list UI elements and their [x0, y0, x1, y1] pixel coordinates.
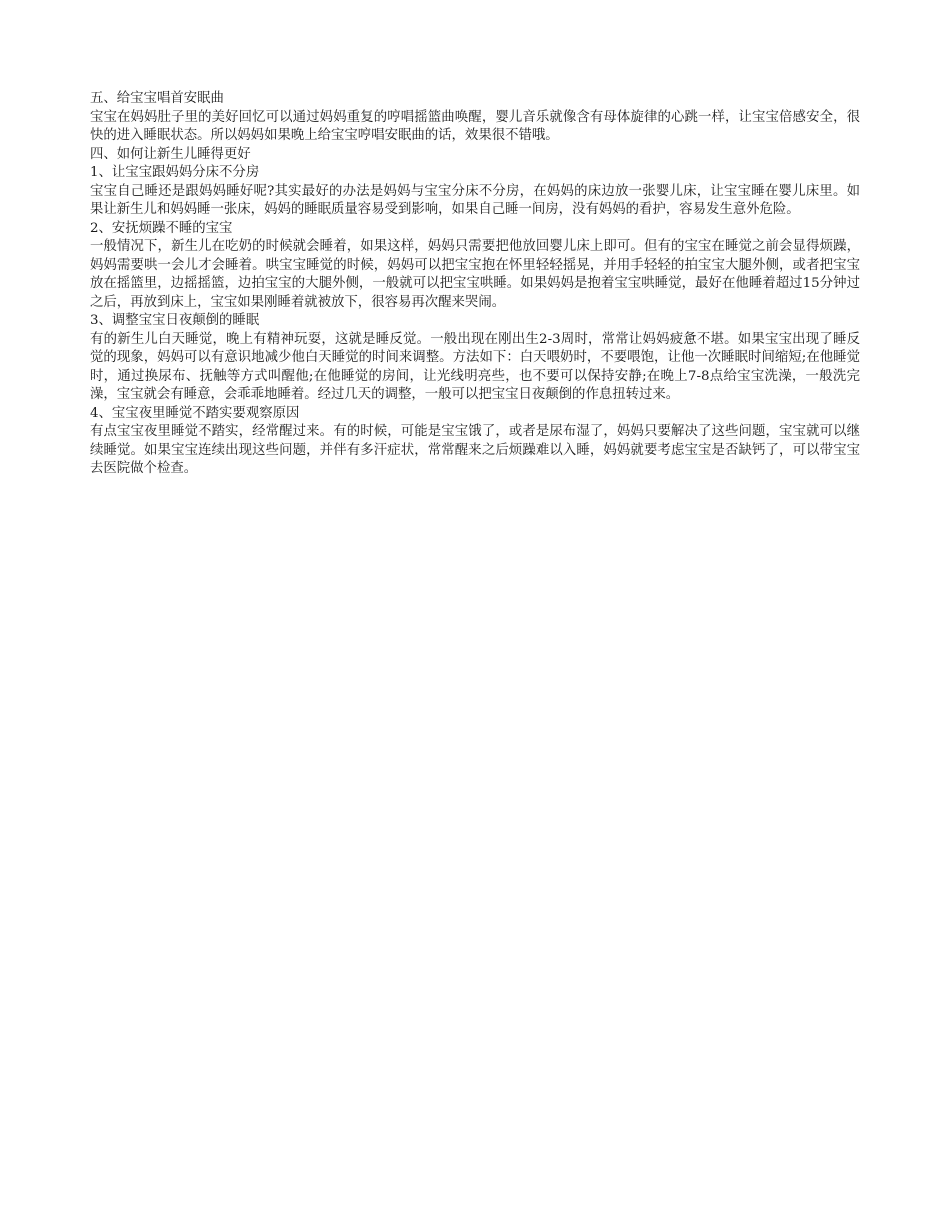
paragraph-day-night-reversal: 有的新生儿白天睡觉，晚上有精神玩耍，这就是睡反觉。一般出现在刚出生2-3周时，常常让妈妈疲惫不堪。如果宝宝出现了睡反觉的现象，妈妈可以有意识地减少他白天睡觉的时间来调整。方法如下：白天喂奶时，不要喂饱，让他一次睡眠时间缩短;在他睡觉时，通过换尿布、抚触等方式叫醒他;在他睡觉的房间，让光线明亮些，也不要可以保持安静;在晚上7-8点给宝宝洗澡，一般洗完澡，宝宝就会有睡意，会乖乖地睡着。经过几天的调整，一般可以把宝宝日夜颠倒的作息扭转过来。 — [90, 331, 860, 402]
subheading-restless-night: 4、宝宝夜里睡觉不踏实要观察原因 — [90, 405, 300, 421]
paragraph-separate-bed: 宝宝自己睡还是跟妈妈睡好呢?其实最好的办法是妈妈与宝宝分床不分房，在妈妈的床边放一张婴儿床，让宝宝睡在婴儿床里。如果让新生儿和妈妈睡一张床，妈妈的睡眠质量容易受到影响，如果自己睡一间房，没有妈妈的看护，容易发生意外危险。 — [90, 183, 860, 217]
section-heading-sleep-better: 四、如何让新生儿睡得更好 — [90, 146, 251, 162]
document-page — [90, 90, 860, 479]
paragraph-soothe-baby: 一般情况下，新生儿在吃奶的时候就会睡着，如果这样，妈妈只需要把他放回婴儿床上即可。但有的宝宝在睡觉之前会显得烦躁，妈妈需要哄一会儿才会睡着。哄宝宝睡觉的时候，妈妈可以把宝宝抱在怀里轻轻摇晃，并用手轻轻的拍宝宝大腿外侧，或者把宝宝放在摇篮里，边摇摇篮，边拍宝宝的大腿外侧，一般就可以把宝宝哄睡。如果妈妈是抱着宝宝哄睡觉，最好在他睡着超过15分钟过之后，再放到床上，宝宝如果刚睡着就被放下，很容易再次醒来哭闹。 — [90, 239, 860, 310]
paragraph-lullaby: 宝宝在妈妈肚子里的美好回忆可以通过妈妈重复的哼唱摇篮曲唤醒，婴儿音乐就像含有母体旋律的心跳一样，让宝宝倍感安全，很快的进入睡眠状态。所以妈妈如果晚上给宝宝哼唱安眠曲的话，效果很不错哦。 — [90, 109, 860, 143]
subheading-soothe-baby: 2、安抚烦躁不睡的宝宝 — [90, 220, 233, 236]
subheading-day-night-reversal: 3、调整宝宝日夜颠倒的睡眠 — [90, 313, 260, 328]
section-heading-lullaby: 五、给宝宝唱首安眠曲 — [90, 91, 224, 106]
paragraph-restless-night: 有点宝宝夜里睡觉不踏实，经常醒过来。有的时候，可能是宝宝饿了，或者是尿布湿了，妈妈只要解决了这些问题，宝宝就可以继续睡觉。如果宝宝连续出现这些问题，并伴有多汗症状，常常醒来之后烦躁难以入睡，妈妈就要考虑宝宝是否缺钙了，可以带宝宝去医院做个检查。 — [90, 424, 860, 476]
subheading-separate-bed: 1、让宝宝跟妈妈分床不分房 — [90, 165, 260, 180]
